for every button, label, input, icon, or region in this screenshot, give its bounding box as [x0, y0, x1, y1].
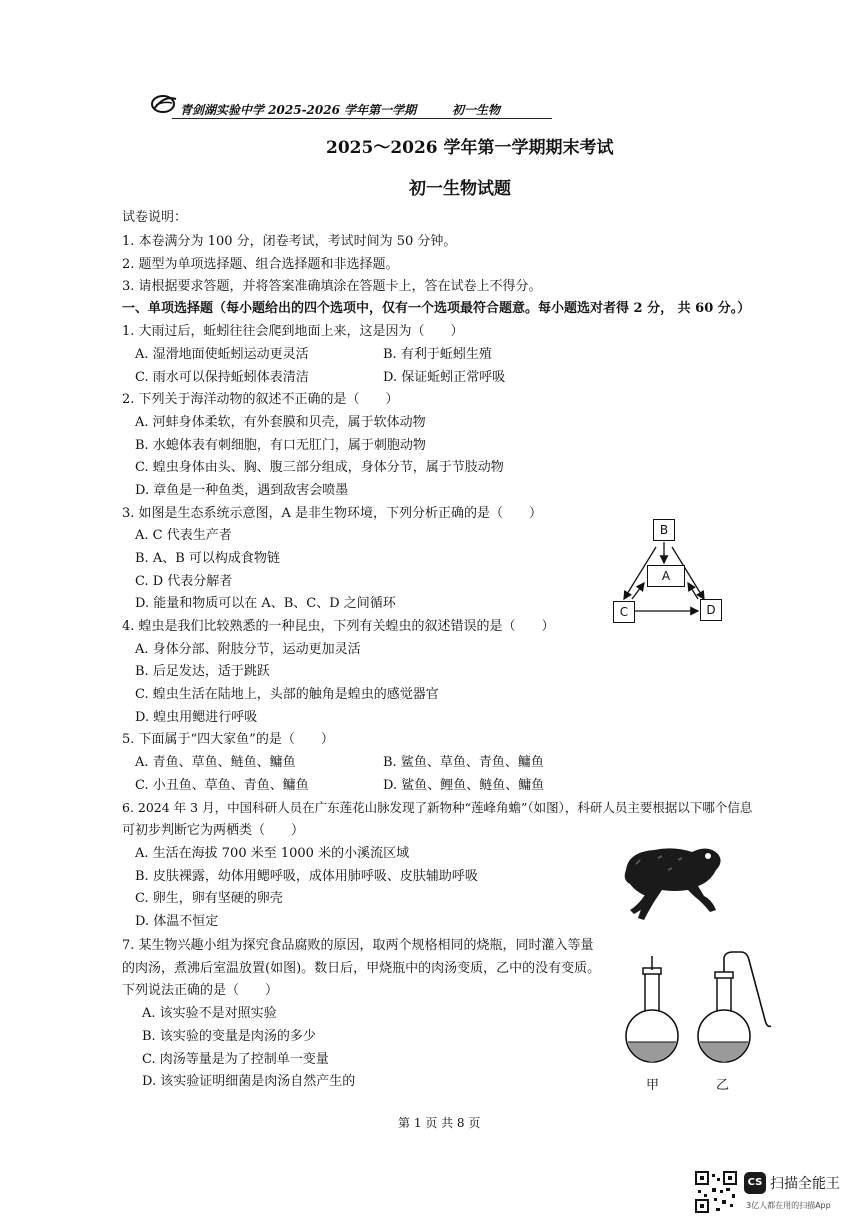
- q2-option-d: D. 章鱼是一种鱼类，遇到敌害会喷墨: [135, 483, 349, 498]
- page-number: 第 1 页 共 8 页: [398, 1116, 481, 1130]
- q1-option-c: C. 雨水可以保持蚯蚓体表清洁: [135, 370, 309, 385]
- q4-option-a: A. 身体分部、附肢分节，运动更加灵活: [135, 642, 361, 657]
- scanner-logo-icon: CS: [744, 1172, 766, 1194]
- flask-illustration: [625, 950, 775, 1075]
- diagram-box-b: B: [653, 519, 675, 541]
- q6-option-a: A. 生活在海拔 700 米至 1000 米的小溪流区域: [135, 846, 410, 861]
- instruction-item: 3. 请根据要求答题，并将答案准确填涂在答题卡上，答在试卷上不得分。: [122, 279, 542, 294]
- q6-option-c: C. 卵生，卵有坚硬的卵壳: [135, 891, 283, 906]
- q2-stem: 2. 下列关于海洋动物的叙述不正确的是（ ）: [122, 392, 399, 407]
- toad-illustration: [618, 830, 728, 926]
- flask-label-yi: 乙: [716, 1078, 730, 1093]
- header-school-term: 青剑湖实验中学 2025-2026 学年第一学期: [180, 103, 417, 117]
- ecosystem-diagram: [610, 515, 730, 627]
- q4-option-c: C. 蝗虫生活在陆地上，头部的触角是蝗虫的感觉器官: [135, 687, 439, 702]
- q1-option-a: A. 湿滑地面使蚯蚓运动更灵活: [135, 347, 309, 362]
- q3-option-b: B. A、B 可以构成食物链: [135, 551, 280, 566]
- q3-option-c: C. D 代表分解者: [135, 574, 233, 589]
- q5-option-c: C. 小丑鱼、草鱼、青鱼、鳙鱼: [135, 778, 309, 793]
- q7-option-d: D. 该实验证明细菌是肉汤自然产生的: [142, 1074, 356, 1089]
- diagram-box-d: D: [700, 599, 722, 621]
- q7-stem: 7. 某生物兴趣小组为探究食品腐败的原因，取两个规格相同的烧瓶，同时灌入等量: [122, 938, 594, 953]
- q7-option-b: B. 该实验的变量是肉汤的多少: [142, 1029, 316, 1044]
- q4-stem: 4. 蝗虫是我们比较熟悉的一种昆虫，下列有关蝗虫的叙述错误的是（ ）: [122, 619, 555, 634]
- q5-stem: 5. 下面属于“四大家鱼”的是（ ）: [122, 732, 334, 747]
- q3-option-d: D. 能量和物质可以在 A、B、C、D 之间循环: [135, 596, 396, 611]
- q6-option-b: B. 皮肤裸露，幼体用鳃呼吸，成体用肺呼吸、皮肤辅助呼吸: [135, 869, 478, 884]
- q4-option-b: B. 后足发达，适于跳跃: [135, 664, 270, 679]
- scanner-brand-name: 扫描全能王: [770, 1176, 840, 1192]
- q1-stem: 1. 大雨过后，蚯蚓往往会爬到地面上来，这是因为（ ）: [122, 324, 464, 339]
- qr-code-icon: [694, 1170, 738, 1214]
- page-subtitle: 初一生物试题: [409, 179, 511, 199]
- instruction-item: 2. 题型为单项选择题、组合选择题和非选择题。: [122, 257, 399, 272]
- q2-option-c: C. 蝗虫身体由头、胸、腹三部分组成，身体分节，属于节肢动物: [135, 460, 504, 475]
- q6-stem: 6. 2024 年 3 月，中国科研人员在广东莲花山脉发现了新物种“莲峰角蟾”（如图），科研人员主要根据以下哪个信息: [122, 800, 753, 815]
- q2-option-a: A. 河蚌身体柔软，有外套膜和贝壳，属于软体动物: [135, 415, 426, 430]
- q4-option-d: D. 蝗虫用鳃进行呼吸: [135, 710, 258, 725]
- section-heading: 一、单项选择题（每小题给出的四个选项中，仅有一个选项最符合题意。每小题选对者得 2 分， 共 60 分。）: [122, 301, 751, 316]
- q5-option-a: A. 青鱼、草鱼、鲢鱼、鳙鱼: [135, 755, 296, 770]
- q7-stem-cont: 的肉汤，煮沸后室温放置(如图)。数日后，甲烧瓶中的肉汤变质，乙中的没有变质。: [122, 961, 601, 976]
- q6-option-d: D. 体温不恒定: [135, 914, 219, 929]
- instruction-item: 1. 本卷满分为 100 分，闭卷考试，考试时间为 50 分钟。: [122, 234, 457, 249]
- q1-option-d: D. 保证蚯蚓正常呼吸: [383, 370, 506, 385]
- instructions-heading: 试卷说明：: [122, 210, 188, 225]
- diagram-box-c: C: [613, 601, 635, 623]
- q3-stem: 3. 如图是生态系统示意图，A 是非生物环境，下列分析正确的是（ ）: [122, 506, 543, 521]
- header-rule: [172, 118, 552, 119]
- q7-stem-cont: 下列说法正确的是（ ）: [122, 983, 279, 998]
- q2-option-b: B. 水螅体表有刺细胞，有口无肛门，属于刺胞动物: [135, 438, 426, 453]
- q1-option-b: B. 有利于蚯蚓生殖: [383, 347, 492, 362]
- q5-option-d: D. 鲨鱼、鲤鱼、鲢鱼、鳙鱼: [383, 778, 545, 793]
- q3-option-a: A. C 代表生产者: [135, 528, 232, 543]
- q6-stem-cont: 可初步判断它为两栖类（ ）: [122, 823, 305, 838]
- q5-option-b: B. 鲨鱼、草鱼、青鱼、鳙鱼: [383, 755, 544, 770]
- header-subject: 初一生物: [452, 103, 501, 117]
- q7-option-a: A. 该实验不是对照实验: [142, 1006, 277, 1021]
- flask-label-jia: 甲: [646, 1078, 660, 1093]
- q7-option-c: C. 肉汤等量是为了控制单一变量: [142, 1052, 329, 1067]
- header-logo-icon: [150, 93, 178, 115]
- page-title: 2025～2026 学年第一学期期末考试: [326, 138, 614, 158]
- scanner-tagline: 3亿人都在用的扫描App: [746, 1201, 831, 1210]
- diagram-box-a: A: [647, 565, 685, 587]
